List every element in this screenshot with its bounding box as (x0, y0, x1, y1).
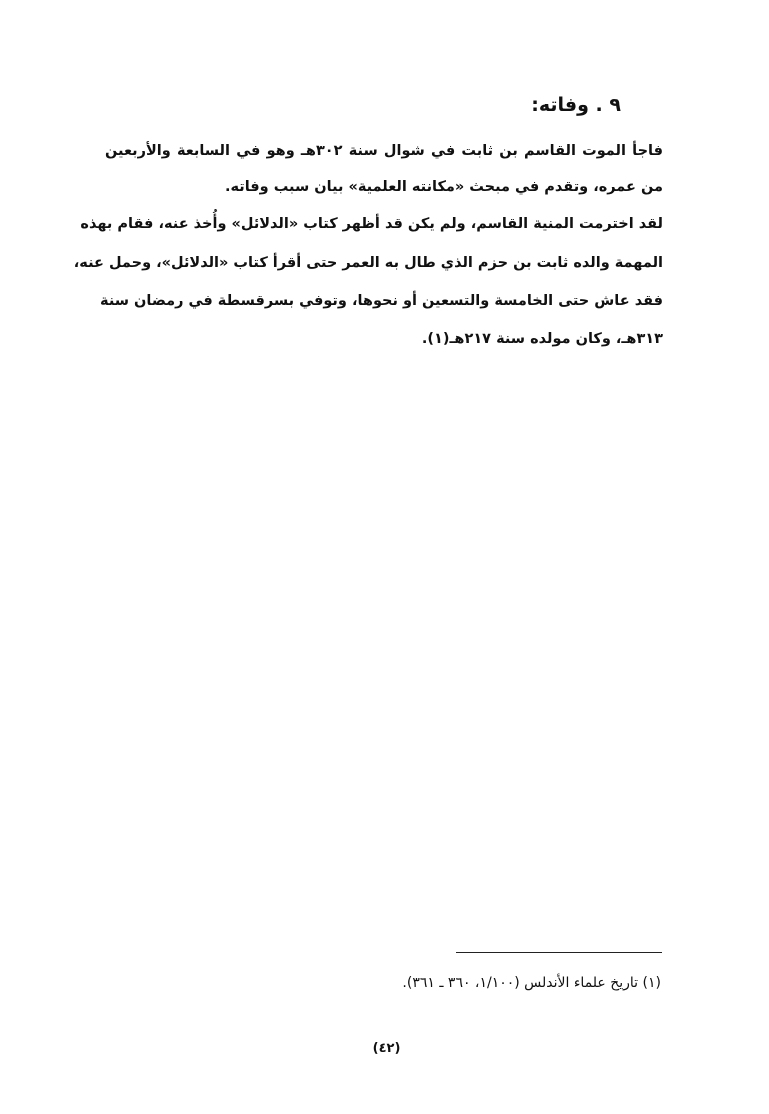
page-number: (٤٢) (372, 1041, 401, 1056)
footnote-separator (456, 952, 662, 953)
footnote: (١) تاريخ علماء الأندلس (١/١٠٠، ٣٦٠ ـ ٣٦١). (402, 975, 661, 991)
paragraph-line: من عمره، وتقدم في مبحث «مكانته العلمية» بيان سبب وفاته. (224, 179, 663, 195)
paragraph-line: فقد عاش حتى الخامسة والتسعين أو نحوها، وتوفي بسرقسطة في رمضان سنة (100, 293, 663, 309)
paragraph-line: ٣١٣هـ، وكان مولده سنة ٢١٧هـ(١). (421, 331, 663, 347)
paragraph-line: لقد اخترمت المنية القاسم، ولم يكن قد أظهر كتاب «الدلائل» وأُخذ عنه، فقام بهذه (80, 216, 663, 232)
paragraph-line: المهمة والده ثابت بن حزم الذي طال به العمر حتى أقرأ كتاب «الدلائل»، وحمل عنه، (73, 255, 663, 271)
paragraph-line: فاجأ الموت القاسم بن ثابت في شوال سنة ٣٠٢هـ وهو في السابعة والأربعين (105, 143, 663, 159)
section-heading: ٩ . وفاته: (531, 94, 621, 116)
